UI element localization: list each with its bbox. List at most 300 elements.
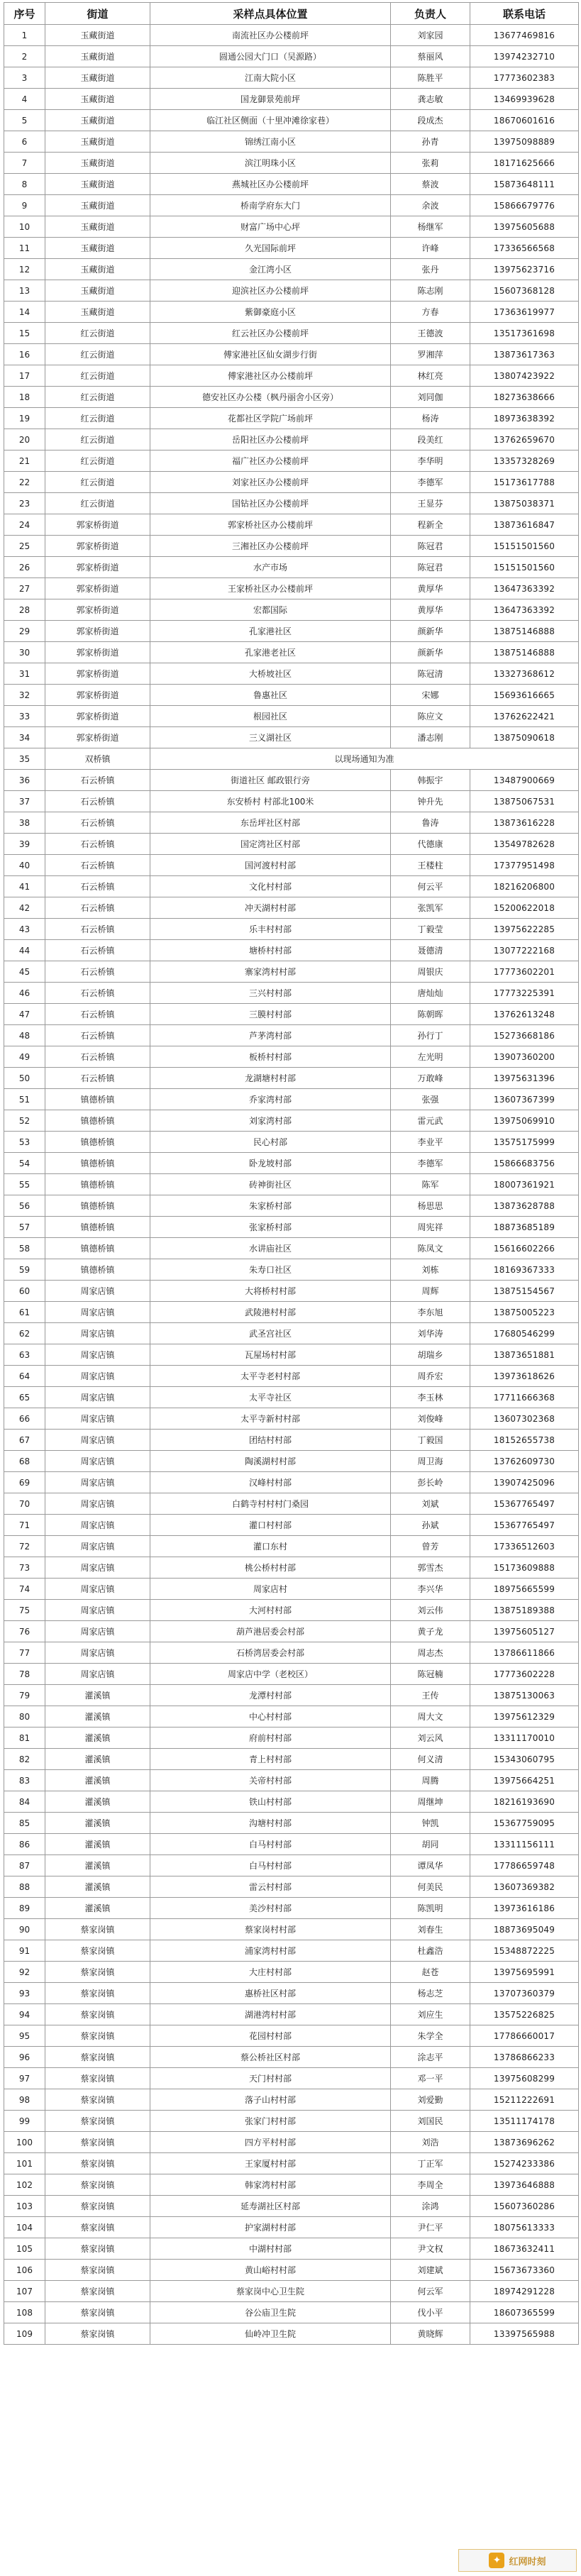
row-phone: 13975605688 — [470, 216, 579, 238]
row-location: 石桥湾居委会村部 — [150, 1642, 391, 1664]
row-number: 5 — [4, 110, 45, 131]
table-row — [4, 1089, 579, 1110]
row-number: 77 — [4, 1642, 45, 1664]
row-street: 红云街道 — [45, 323, 150, 344]
table-row — [4, 2302, 579, 2323]
row-location: 朱家桥村部 — [150, 1195, 391, 1217]
row-person: 尹仁平 — [391, 2217, 470, 2238]
row-location: 三义湖社区 — [150, 727, 391, 748]
header-no: 序号 — [4, 3, 45, 25]
row-phone: 15607368128 — [470, 280, 579, 302]
row-number: 93 — [4, 1983, 45, 2004]
row-person: 张莉 — [391, 153, 470, 174]
row-person: 郭雪杰 — [391, 1557, 470, 1579]
row-person: 周卫海 — [391, 1451, 470, 1472]
table-row — [4, 1834, 579, 1855]
row-number: 79 — [4, 1685, 45, 1706]
row-location: 花都社区学院广场前坪 — [150, 408, 391, 429]
row-street: 玉藏街道 — [45, 153, 150, 174]
row-street: 石云桥镇 — [45, 1004, 150, 1025]
row-number: 104 — [4, 2217, 45, 2238]
row-person: 刘俊峰 — [391, 1408, 470, 1430]
row-number: 53 — [4, 1132, 45, 1153]
row-person: 王传 — [391, 1685, 470, 1706]
table-row — [4, 408, 579, 429]
row-number: 83 — [4, 1770, 45, 1791]
row-phone: 13873696262 — [470, 2132, 579, 2153]
row-number: 84 — [4, 1791, 45, 1813]
row-number: 14 — [4, 302, 45, 323]
row-location: 临江社区侧面（十里冲滩徐家巷） — [150, 110, 391, 131]
row-person: 万敢峰 — [391, 1068, 470, 1089]
row-phone: 17773602383 — [470, 67, 579, 89]
row-street: 玉藏街道 — [45, 110, 150, 131]
row-location: 铁山村村部 — [150, 1791, 391, 1813]
table-row — [4, 876, 579, 897]
row-street: 蔡家岗镇 — [45, 2217, 150, 2238]
row-person: 杜鑫浩 — [391, 1940, 470, 1962]
row-phone: 13974232710 — [470, 46, 579, 67]
row-number: 106 — [4, 2260, 45, 2281]
row-location: 刘家湾村部 — [150, 1110, 391, 1132]
row-location: 仙岭冲卫生院 — [150, 2323, 391, 2345]
row-number: 46 — [4, 983, 45, 1004]
row-location: 武陵港村村部 — [150, 1302, 391, 1323]
row-number: 9 — [4, 195, 45, 216]
row-street: 红云街道 — [45, 387, 150, 408]
row-person: 尹文权 — [391, 2238, 470, 2260]
row-location: 傅家港社区仙女湖步行街 — [150, 344, 391, 365]
row-number: 16 — [4, 344, 45, 365]
row-number: 101 — [4, 2153, 45, 2174]
row-person: 刘云风 — [391, 1728, 470, 1749]
row-location: 太平寺新村村部 — [150, 1408, 391, 1430]
row-number: 65 — [4, 1387, 45, 1408]
row-number: 8 — [4, 174, 45, 195]
table-row — [4, 1451, 579, 1472]
row-location: 冲天湖村村部 — [150, 897, 391, 919]
table-row — [4, 1323, 579, 1344]
row-person: 刘华涛 — [391, 1323, 470, 1344]
table-row — [4, 1430, 579, 1451]
row-person: 杨思思 — [391, 1195, 470, 1217]
row-person: 张强 — [391, 1089, 470, 1110]
row-phone: 13975612329 — [470, 1706, 579, 1728]
row-person: 刘建斌 — [391, 2260, 470, 2281]
row-location: 四方平村村部 — [150, 2132, 391, 2153]
row-location: 紫御豪庭小区 — [150, 302, 391, 323]
row-location: 落子山村村部 — [150, 2089, 391, 2111]
row-phone: 15693616665 — [470, 685, 579, 706]
row-phone: 13487900669 — [470, 770, 579, 791]
row-person: 张凯军 — [391, 897, 470, 919]
row-number: 57 — [4, 1217, 45, 1238]
row-phone: 13575175999 — [470, 1132, 579, 1153]
table-row — [4, 365, 579, 387]
row-number: 3 — [4, 67, 45, 89]
row-street: 玉藏街道 — [45, 131, 150, 153]
row-phone: 15274233386 — [470, 2153, 579, 2174]
row-street: 周家店镇 — [45, 1323, 150, 1344]
row-number: 45 — [4, 961, 45, 983]
row-street: 红云街道 — [45, 408, 150, 429]
row-phone: 18216206800 — [470, 876, 579, 897]
row-phone: 13677469816 — [470, 25, 579, 46]
table-row — [4, 1344, 579, 1366]
table-row — [4, 897, 579, 919]
table-row — [4, 1770, 579, 1791]
row-phone: 15607360286 — [470, 2196, 579, 2217]
row-phone: 13975608299 — [470, 2068, 579, 2089]
row-street: 石云桥镇 — [45, 812, 150, 834]
row-person: 黄子龙 — [391, 1621, 470, 1642]
row-number: 56 — [4, 1195, 45, 1217]
row-person: 陈胜平 — [391, 67, 470, 89]
row-location: 乐丰村村部 — [150, 919, 391, 940]
row-location: 中心村村部 — [150, 1706, 391, 1728]
row-person: 代德康 — [391, 834, 470, 855]
row-phone: 15173617788 — [470, 472, 579, 493]
table-row — [4, 1110, 579, 1132]
table-row — [4, 1940, 579, 1962]
row-street: 灌溪镇 — [45, 1706, 150, 1728]
row-number: 44 — [4, 940, 45, 961]
row-phone: 15200622018 — [470, 897, 579, 919]
row-number: 58 — [4, 1238, 45, 1259]
row-location: 花园村村部 — [150, 2025, 391, 2047]
row-street: 石云桥镇 — [45, 961, 150, 983]
row-person: 余波 — [391, 195, 470, 216]
table-row — [4, 1408, 579, 1430]
row-number: 61 — [4, 1302, 45, 1323]
row-phone: 18169367333 — [470, 1259, 579, 1281]
row-person: 周继坤 — [391, 1791, 470, 1813]
row-street: 镇德桥镇 — [45, 1217, 150, 1238]
watermark-logo-icon: ✦ — [489, 2553, 504, 2568]
row-phone: 13907360200 — [470, 1046, 579, 1068]
row-phone: 17786660017 — [470, 2025, 579, 2047]
row-phone: 13975664251 — [470, 1770, 579, 1791]
table-row — [4, 1855, 579, 1876]
row-person: 彭长岭 — [391, 1472, 470, 1493]
row-location: 王家桥社区办公楼前坪 — [150, 578, 391, 599]
table-row — [4, 834, 579, 855]
row-street: 蔡家岗镇 — [45, 2047, 150, 2068]
row-phone: 13875146888 — [470, 621, 579, 642]
row-street: 红云街道 — [45, 472, 150, 493]
row-number: 7 — [4, 153, 45, 174]
row-phone: 15873648111 — [470, 174, 579, 195]
row-street: 双桥镇 — [45, 748, 150, 770]
row-number: 94 — [4, 2004, 45, 2025]
row-location: 德安社区办公楼（枫丹丽舍小区旁） — [150, 387, 391, 408]
row-location: 塘桥村村部 — [150, 940, 391, 961]
row-person: 周辉 — [391, 1281, 470, 1302]
table-row — [4, 1621, 579, 1642]
row-person: 段美红 — [391, 429, 470, 450]
row-location: 青上村村部 — [150, 1749, 391, 1770]
row-number: 32 — [4, 685, 45, 706]
row-number: 87 — [4, 1855, 45, 1876]
row-person: 孙斌 — [391, 1515, 470, 1536]
row-number: 54 — [4, 1153, 45, 1174]
row-number: 89 — [4, 1898, 45, 1919]
row-street: 玉藏街道 — [45, 302, 150, 323]
row-location: 锦绣江南小区 — [150, 131, 391, 153]
row-street: 周家店镇 — [45, 1281, 150, 1302]
table-row — [4, 2281, 579, 2302]
table-row — [4, 685, 579, 706]
row-person: 李华明 — [391, 450, 470, 472]
row-person: 周乔宏 — [391, 1366, 470, 1387]
row-person: 周志杰 — [391, 1642, 470, 1664]
row-phone: 17773225391 — [470, 983, 579, 1004]
table-row — [4, 216, 579, 238]
row-location: 白鹤寺村村村门桑园 — [150, 1493, 391, 1515]
row-street: 镇德桥镇 — [45, 1174, 150, 1195]
row-location: 天门村村部 — [150, 2068, 391, 2089]
row-street: 蔡家岗镇 — [45, 2281, 150, 2302]
row-person: 邓一平 — [391, 2068, 470, 2089]
row-street: 石云桥镇 — [45, 1046, 150, 1068]
row-location: 葫芦港居委会村部 — [150, 1621, 391, 1642]
row-person: 孙青 — [391, 131, 470, 153]
row-street: 石云桥镇 — [45, 940, 150, 961]
row-location: 孔家港老社区 — [150, 642, 391, 663]
table-row — [4, 1281, 579, 1302]
row-person: 周腾 — [391, 1770, 470, 1791]
row-location: 国钻社区办公楼前坪 — [150, 493, 391, 514]
table-row — [4, 599, 579, 621]
row-street: 玉藏街道 — [45, 89, 150, 110]
row-street: 周家店镇 — [45, 1302, 150, 1323]
row-number: 91 — [4, 1940, 45, 1962]
row-street: 周家店镇 — [45, 1515, 150, 1536]
row-street: 红云街道 — [45, 365, 150, 387]
table-row — [4, 983, 579, 1004]
row-location: 孔家港社区 — [150, 621, 391, 642]
row-phone: 17786659748 — [470, 1855, 579, 1876]
row-phone: 18152655738 — [470, 1430, 579, 1451]
row-phone: 13975623716 — [470, 259, 579, 280]
row-street: 周家店镇 — [45, 1664, 150, 1685]
row-location: 延寿湖社区村部 — [150, 2196, 391, 2217]
row-number: 62 — [4, 1323, 45, 1344]
row-street: 石云桥镇 — [45, 1068, 150, 1089]
row-street: 周家店镇 — [45, 1642, 150, 1664]
row-number: 107 — [4, 2281, 45, 2302]
table-row — [4, 1174, 579, 1195]
row-street: 玉藏街道 — [45, 67, 150, 89]
watermark-text: 红网时刻 — [509, 2556, 546, 2567]
row-person: 杨志芝 — [391, 1983, 470, 2004]
row-number: 15 — [4, 323, 45, 344]
row-street: 玉藏街道 — [45, 174, 150, 195]
row-person: 何云平 — [391, 876, 470, 897]
row-location: 蔡家岗村村部 — [150, 1919, 391, 1940]
row-location: 三膜村村部 — [150, 1004, 391, 1025]
row-street: 郭家桥街道 — [45, 642, 150, 663]
row-location: 龙潭村村部 — [150, 1685, 391, 1706]
row-street: 石云桥镇 — [45, 1025, 150, 1046]
row-person: 蔡丽风 — [391, 46, 470, 67]
row-person: 宋娜 — [391, 685, 470, 706]
row-person: 赵苍 — [391, 1962, 470, 1983]
row-location: 圆通公园大门口（吴源路） — [150, 46, 391, 67]
row-street: 蔡家岗镇 — [45, 1962, 150, 1983]
table-row — [4, 1025, 579, 1046]
row-street: 红云街道 — [45, 493, 150, 514]
header-person: 负责人 — [391, 3, 470, 25]
row-person: 陈志刚 — [391, 280, 470, 302]
row-street: 玉藏街道 — [45, 280, 150, 302]
row-street: 郭家桥街道 — [45, 663, 150, 685]
row-number: 25 — [4, 536, 45, 557]
table-row — [4, 153, 579, 174]
row-phone: 15173609888 — [470, 1557, 579, 1579]
table-row — [4, 919, 579, 940]
row-number: 67 — [4, 1430, 45, 1451]
row-number: 95 — [4, 2025, 45, 2047]
row-person: 雷元武 — [391, 1110, 470, 1132]
row-location: 刘家社区办公楼前坪 — [150, 472, 391, 493]
row-person: 李玉林 — [391, 1387, 470, 1408]
row-number: 11 — [4, 238, 45, 259]
row-location: 燕城社区办公楼前坪 — [150, 174, 391, 195]
row-street: 蔡家岗镇 — [45, 1983, 150, 2004]
row-street: 蔡家岗镇 — [45, 2260, 150, 2281]
row-number: 49 — [4, 1046, 45, 1068]
row-phone: 13873628788 — [470, 1195, 579, 1217]
row-person: 李东旭 — [391, 1302, 470, 1323]
row-location: 福广社区办公楼前坪 — [150, 450, 391, 472]
row-street: 镇德桥镇 — [45, 1089, 150, 1110]
row-person: 胡同 — [391, 1834, 470, 1855]
row-number: 68 — [4, 1451, 45, 1472]
row-phone: 13762622421 — [470, 706, 579, 727]
table-row — [4, 791, 579, 812]
row-location: 惠桥社区村部 — [150, 1983, 391, 2004]
row-street: 蔡家岗镇 — [45, 2004, 150, 2025]
table-row — [4, 1962, 579, 1983]
row-person: 程新全 — [391, 514, 470, 536]
row-phone: 13786611866 — [470, 1642, 579, 1664]
row-street: 周家店镇 — [45, 1472, 150, 1493]
row-person: 刘春生 — [391, 1919, 470, 1940]
row-person: 刘国民 — [391, 2111, 470, 2132]
row-location: 乔家湾村部 — [150, 1089, 391, 1110]
row-phone: 13875067531 — [470, 791, 579, 812]
row-person: 涂志平 — [391, 2047, 470, 2068]
table-row — [4, 557, 579, 578]
row-street: 红云街道 — [45, 344, 150, 365]
row-number: 73 — [4, 1557, 45, 1579]
row-location: 蔡公桥社区村部 — [150, 2047, 391, 2068]
row-number: 17 — [4, 365, 45, 387]
row-location: 沟塘村村部 — [150, 1813, 391, 1834]
row-number: 96 — [4, 2047, 45, 2068]
row-number: 72 — [4, 1536, 45, 1557]
row-phone: 13607367399 — [470, 1089, 579, 1110]
table-row — [4, 727, 579, 748]
row-number: 10 — [4, 216, 45, 238]
row-number: 6 — [4, 131, 45, 153]
table-row — [4, 1004, 579, 1025]
row-number: 41 — [4, 876, 45, 897]
row-street: 灌溪镇 — [45, 1834, 150, 1855]
row-location: 街道社区 邮政银行旁 — [150, 770, 391, 791]
row-phone: 13327368612 — [470, 663, 579, 685]
table-row — [4, 344, 579, 365]
row-person: 陈应文 — [391, 706, 470, 727]
row-street: 镇德桥镇 — [45, 1259, 150, 1281]
table-row — [4, 2111, 579, 2132]
header-street: 街道 — [45, 3, 150, 25]
table-row — [4, 514, 579, 536]
row-number: 29 — [4, 621, 45, 642]
row-person: 钟升先 — [391, 791, 470, 812]
row-location: 龙湖塘村村部 — [150, 1068, 391, 1089]
row-person: 刘浩 — [391, 2132, 470, 2153]
row-number: 13 — [4, 280, 45, 302]
row-street: 蔡家岗镇 — [45, 2153, 150, 2174]
row-street: 石云桥镇 — [45, 876, 150, 897]
row-number: 60 — [4, 1281, 45, 1302]
row-street: 石云桥镇 — [45, 770, 150, 791]
row-phone: 15673673360 — [470, 2260, 579, 2281]
row-person: 罗湘萍 — [391, 344, 470, 365]
row-street: 周家店镇 — [45, 1366, 150, 1387]
row-street: 玉藏街道 — [45, 46, 150, 67]
row-number: 74 — [4, 1579, 45, 1600]
row-number: 23 — [4, 493, 45, 514]
row-location: 美沙村村部 — [150, 1898, 391, 1919]
row-phone: 13607302368 — [470, 1408, 579, 1430]
row-number: 81 — [4, 1728, 45, 1749]
row-number: 20 — [4, 429, 45, 450]
row-phone: 15866683756 — [470, 1153, 579, 1174]
row-phone: 18273638666 — [470, 387, 579, 408]
row-phone: 15367759095 — [470, 1813, 579, 1834]
row-phone: 13807423922 — [470, 365, 579, 387]
row-phone: 13647363392 — [470, 599, 579, 621]
row-location: 府前村村部 — [150, 1728, 391, 1749]
row-street: 蔡家岗镇 — [45, 2238, 150, 2260]
row-person: 胡瑞乡 — [391, 1344, 470, 1366]
row-person: 刘同伽 — [391, 387, 470, 408]
row-person: 涂鸿 — [391, 2196, 470, 2217]
row-phone: 13907425096 — [470, 1472, 579, 1493]
row-person: 韩振宇 — [391, 770, 470, 791]
row-person: 蔡波 — [391, 174, 470, 195]
table-row — [4, 89, 579, 110]
row-number: 43 — [4, 919, 45, 940]
row-phone: 13397565988 — [470, 2323, 579, 2345]
table-row — [4, 1302, 579, 1323]
table-row — [4, 1493, 579, 1515]
row-location: 板桥村村部 — [150, 1046, 391, 1068]
row-number: 33 — [4, 706, 45, 727]
row-number: 50 — [4, 1068, 45, 1089]
row-street: 郭家桥街道 — [45, 578, 150, 599]
row-location: 汉峰村村部 — [150, 1472, 391, 1493]
row-phone: 18171625666 — [470, 153, 579, 174]
table-row — [4, 1472, 579, 1493]
row-street: 周家店镇 — [45, 1579, 150, 1600]
row-person: 周银庆 — [391, 961, 470, 983]
row-person: 孙行丁 — [391, 1025, 470, 1046]
row-person: 何云军 — [391, 2281, 470, 2302]
